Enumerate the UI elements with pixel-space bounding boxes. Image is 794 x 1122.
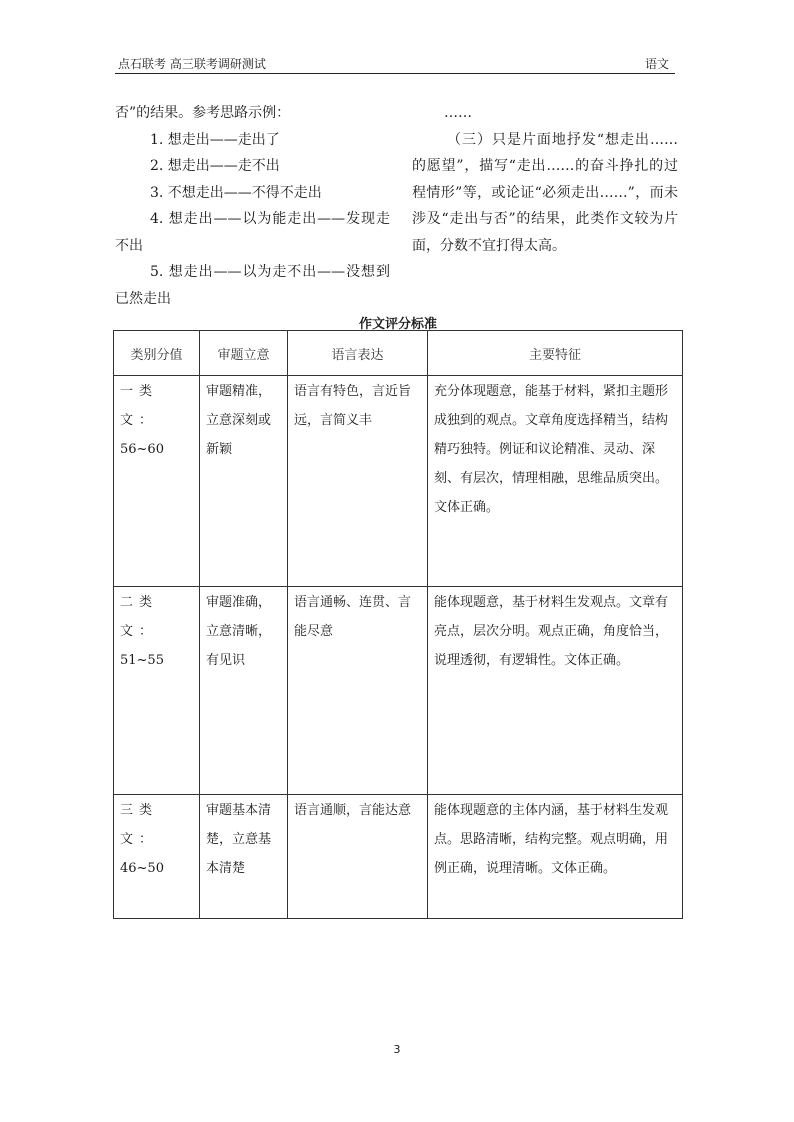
example-item-5: 5. 想走出——以为走不出——没想到已然走出	[115, 264, 390, 307]
right-ellipsis: ……	[444, 105, 472, 121]
grading-table	[113, 330, 683, 919]
features-cell: 能体现题意，基于材料生发观点。文章有亮点，层次分明。观点正确，角度恰当，说理透彻，有逻辑性。文体正确。	[428, 587, 683, 795]
left-intro: 否”的结果。参考思路示例：	[115, 105, 291, 121]
example-item-2: 2. 想走出——走不出	[150, 158, 280, 174]
category-cell	[114, 376, 200, 587]
left-column	[115, 100, 390, 312]
page-header	[115, 53, 675, 74]
language-cell: 语言通顺，言能达意	[288, 795, 428, 919]
category-label: 三类文：	[120, 803, 159, 847]
header-topic: 审题立意	[200, 331, 288, 376]
header-exam-title: 点石联考 高三联考调研测试	[118, 57, 266, 71]
language-cell: 语言通畅、连贯、言能尽意	[288, 587, 428, 795]
score-range: 46~50	[120, 861, 164, 876]
table-title: 作文评分标准	[358, 317, 437, 332]
features-cell: 能体现题意的主体内涵，基于材料生发观点。思路清晰，结构完整。观点明确，用例正确，说理清晰。文体正确。	[428, 795, 683, 919]
right-paragraph: （三）只是片面地抒发“想走出……的愿望”，描写“走出……的奋斗挣扎的过程情形”等，或论证“必须走出……”，而未涉及“走出与否”的结果，此类作文较为片面，分数不宜打得太高。	[412, 131, 678, 254]
header-category: 类别分值	[114, 331, 200, 376]
header-language: 语言表达	[288, 331, 428, 376]
table-row	[114, 376, 683, 587]
category-label: 一类文：	[120, 384, 159, 428]
score-range: 51~55	[120, 653, 164, 668]
table-row	[114, 587, 683, 795]
header-features: 主要特征	[428, 331, 683, 376]
page-number: 3	[393, 1043, 401, 1056]
topic-cell: 审题准确，立意清晰，有见识	[200, 587, 288, 795]
category-label: 二类文：	[120, 595, 159, 639]
category-cell	[114, 795, 200, 919]
table-header-row	[114, 331, 683, 376]
score-range: 56~60	[120, 442, 164, 457]
topic-cell: 审题精准，立意深刻或新颖	[200, 376, 288, 587]
example-item-4: 4. 想走出——以为能走出——发现走不出	[115, 211, 390, 254]
table-row	[114, 795, 683, 919]
right-column	[412, 100, 678, 259]
header-subject: 语文	[644, 57, 669, 71]
features-cell: 充分体现题意，能基于材料，紧扣主题形成独到的观点。文章角度选择精当，结构精巧独特。例证和议论精准、灵动、深刻、有层次，情理相融，思维品质突出。文体正确。	[428, 376, 683, 587]
language-cell: 语言有特色，言近旨远，言简义丰	[288, 376, 428, 587]
example-item-1: 1. 想走出——走出了	[150, 131, 280, 148]
example-item-3: 3. 不想走出——不得不走出	[150, 184, 322, 201]
category-cell	[114, 587, 200, 795]
topic-cell: 审题基本清楚，立意基本清楚	[200, 795, 288, 919]
